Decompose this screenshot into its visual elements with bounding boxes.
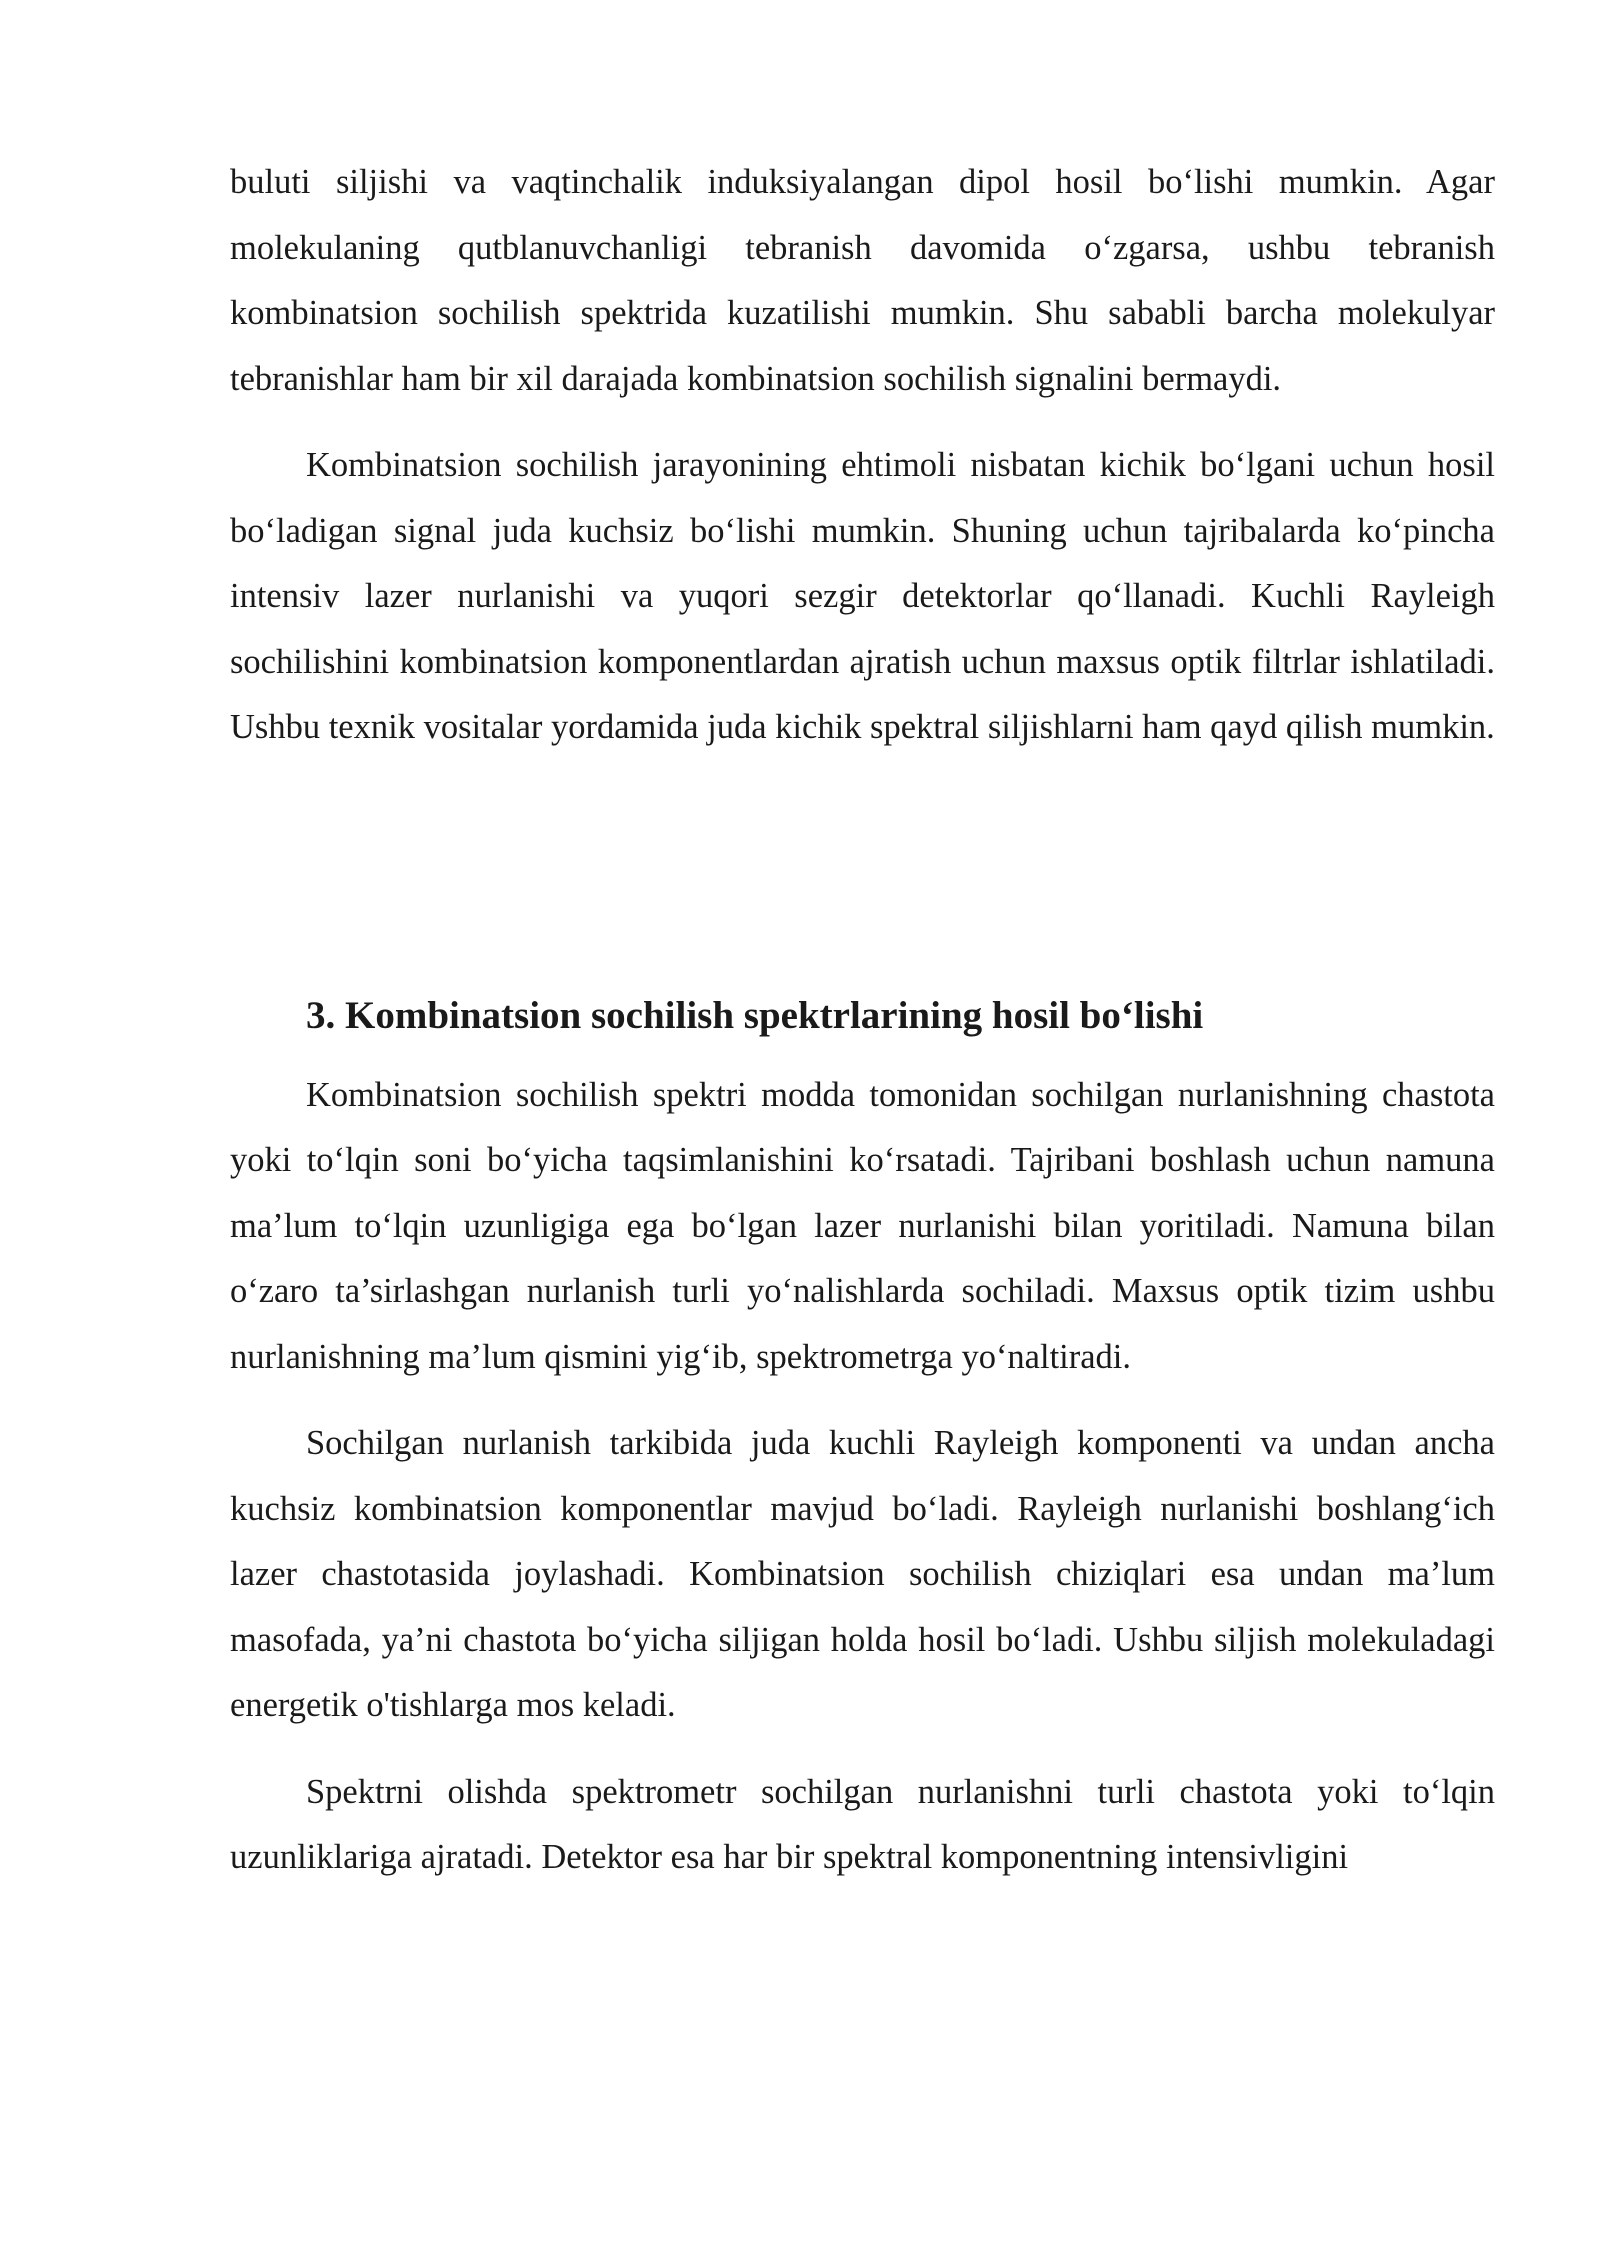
paragraph-rayleigh-component: Sochilgan nurlanish tarkibida juda kuchli Rayleigh komponenti va undan ancha kuchsiz kombinatsion komponentlar mavjud bo‘ladi. Rayleigh nurlanishi boshlang‘ich lazer chastotasida joylashadi. Kombinatsion sochilish chiziqlari esa undan ma’lum masofada, ya’ni chastota bo‘yicha siljigan holda hosil bo‘ladi. Ushbu siljish molekuladagi energetik o'tishlarga mos keladi. bbox=[230, 1424, 1495, 1724]
paragraph-spectrometer: Spektrni olishda spektrometr sochilgan nurlanishni turli chastota yoki to‘lqin uzunliklariga ajratadi. Detektor esa har bir spektral komponentning intensivligini bbox=[230, 1772, 1495, 1876]
paragraph-continued: buluti siljishi va vaqtinchalik induksiyalangan dipol hosil bo‘lishi mumkin. Agar molekulaning qutblanuvchanligi tebranish davomida o‘zgarsa, ushbu tebranish kombinatsion sochilish spektrida kuzatilishi mumkin. Shu sababli barcha molekulyar tebranishlar ham bir xil darajada kombinatsion sochilish signalini bermaydi. bbox=[230, 163, 1495, 398]
paragraph-signal-weakness: Kombinatsion sochilish jarayonining ehtimoli nisbatan kichik bo‘lgani uchun hosil bo‘ladigan signal juda kuchsiz bo‘lishi mumkin. Shuning uchun tajribalarda ko‘pincha intensiv lazer nurlanishi va yuqori sezgir detektorlar qo‘llanadi. Kuchli Rayleigh sochilishini kombinatsion komponentlardan ajratish uchun maxsus optik filtrlar ishlatiladi. Ushbu texnik vositalar yordamida juda kichik spektral siljishlarni ham qayd qilish mumkin. bbox=[230, 446, 1495, 746]
document-page bbox=[230, 150, 1495, 1912]
section-heading: 3. Kombinatsion sochilish spektrlarining hosil bo‘lishi bbox=[306, 993, 1204, 1037]
paragraph-spectrum-definition: Kombinatsion sochilish spektri modda tomonidan sochilgan nurlanishning chastota yoki to‘lqin soni bo‘yicha taqsimlanishini ko‘rsatadi. Tajribani boshlash uchun namuna ma’lum to‘lqin uzunligiga ega bo‘lgan lazer nurlanishi bilan yoritiladi. Namuna bilan o‘zaro ta’sirlashgan nurlanish turli yo‘nalishlarda sochiladi. Maxsus optik tizim ushbu nurlanishning ma’lum qismini yig‘ib, spektrometrga yo‘naltiradi. bbox=[230, 1075, 1495, 1376]
